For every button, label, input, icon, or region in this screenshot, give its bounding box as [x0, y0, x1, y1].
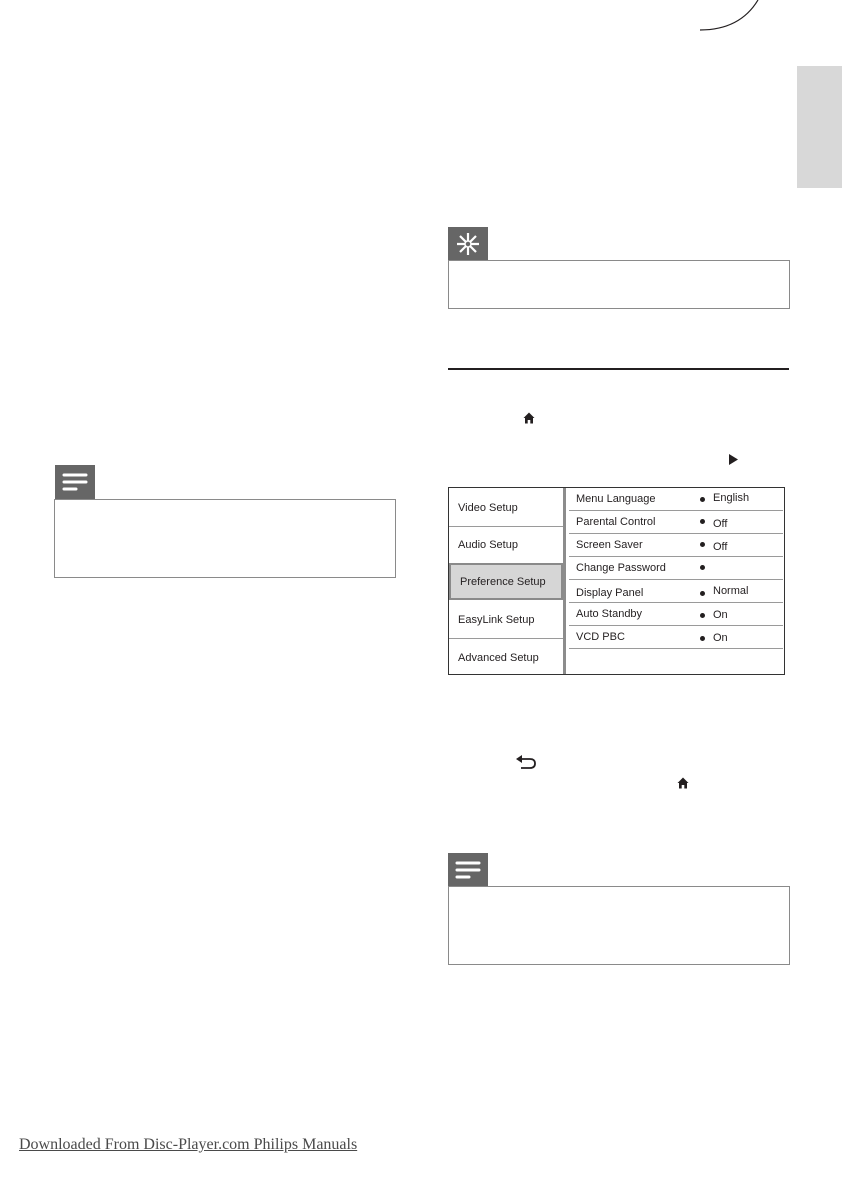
option-row-vcd-pbc [569, 626, 783, 649]
option-bullet [700, 591, 705, 596]
menu-item-preference-setup [449, 563, 563, 600]
option-row-change-password [569, 557, 783, 580]
option-value: On [713, 632, 728, 644]
footer-download-link[interactable]: Downloaded From Disc-Player.com Philips Manuals [19, 1136, 358, 1153]
menu-item-audio-setup [449, 527, 563, 564]
crop-mark-curve [700, 0, 760, 32]
note-box [54, 499, 396, 578]
option-bullet [700, 497, 705, 502]
option-bullet [700, 613, 705, 618]
option-value: Off [713, 518, 728, 530]
menu-item-label: Video Setup [458, 502, 518, 514]
option-value: On [713, 609, 728, 621]
option-row-display-panel [569, 580, 783, 603]
setup-category-list [449, 488, 563, 674]
option-bullet [700, 636, 705, 641]
option-row-menu-language [569, 488, 783, 511]
option-row-parental-control [569, 511, 783, 534]
menu-item-label: Preference Setup [460, 575, 546, 588]
play-arrow-icon [727, 452, 739, 466]
option-row-auto-standby [569, 603, 783, 626]
option-value: English [713, 492, 750, 504]
menu-item-advanced-setup [449, 639, 563, 676]
menu-divider [563, 488, 566, 674]
menu-item-easylink-setup [449, 602, 563, 639]
menu-item-label: EasyLink Setup [458, 614, 535, 626]
option-value: Normal [713, 585, 749, 597]
option-label: Parental Control [576, 516, 656, 528]
menu-item-label: Audio Setup [458, 539, 518, 551]
note-lines-icon [454, 859, 482, 881]
menu-item-video-setup [449, 490, 563, 527]
note-flag [448, 853, 488, 887]
option-value: Off [713, 541, 728, 553]
option-bullet [700, 565, 705, 570]
tip-flag [448, 227, 488, 261]
menu-item-label: Advanced Setup [458, 651, 539, 664]
home-icon [521, 410, 537, 426]
note-box [448, 886, 790, 965]
option-row-screen-saver [569, 534, 783, 557]
tip-box [448, 260, 790, 309]
option-label: Auto Standby [576, 608, 643, 620]
option-label: Change Password [576, 562, 666, 574]
option-label: Menu Language [576, 493, 656, 505]
setup-menu-screenshot [448, 487, 785, 675]
note-lines-icon [61, 471, 89, 493]
tip-asterisk-icon [455, 231, 481, 257]
back-arrow-icon [514, 753, 538, 771]
option-bullet [700, 519, 705, 524]
language-side-tab [797, 66, 842, 188]
option-label: VCD PBC [576, 631, 625, 643]
option-label: Display Panel [576, 587, 644, 599]
note-flag [55, 465, 95, 499]
home-icon [675, 775, 691, 791]
option-label: Screen Saver [576, 539, 643, 551]
option-bullet [700, 542, 705, 547]
section-rule [448, 368, 789, 370]
